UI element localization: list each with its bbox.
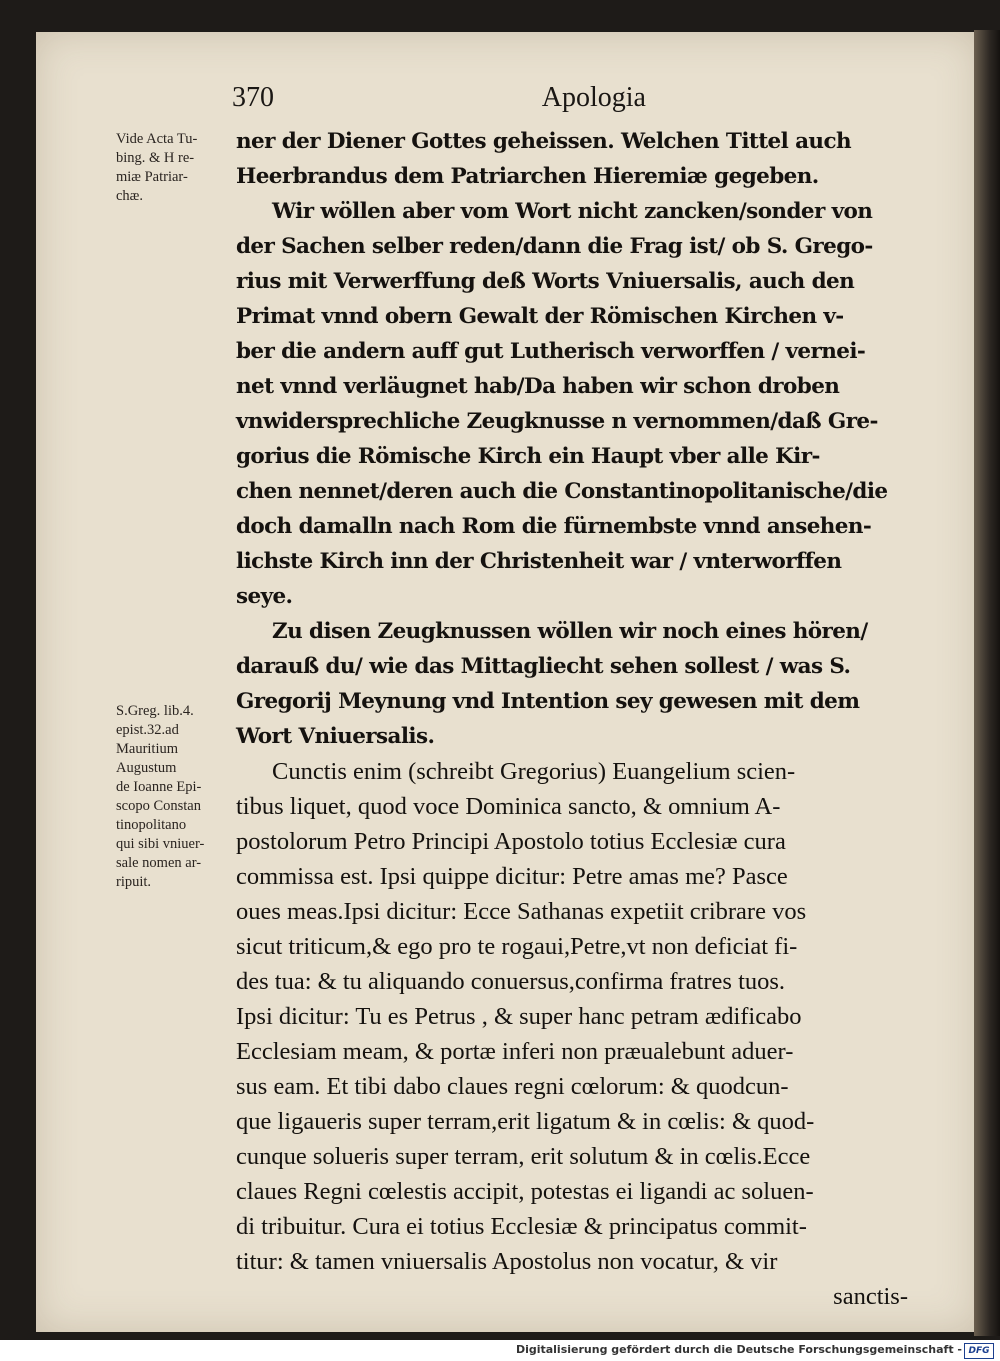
text-line: Heerbrandus dem Patriarchen Hieremiæ gegeben.	[236, 164, 819, 189]
text-line: rius mit Verwerffung deß Worts Vniuersalis, auch den	[236, 269, 855, 294]
margin-note-line: ripuit.	[116, 874, 152, 890]
text-line: tibus liquet, quod voce Dominica sancto, & omnium A-	[236, 793, 781, 820]
text-line: darauß du/ wie das Mittagliecht sehen sollest / was S.	[236, 654, 851, 679]
text-line: doch damalln nach Rom die fürnembste vnnd ansehen-	[236, 514, 872, 539]
running-title: Apologia	[541, 82, 646, 113]
margin-note-acta	[116, 130, 232, 206]
text-line: gorius die Römische Kirch ein Haupt vber alle Kir-	[236, 444, 820, 469]
text-line: chen nennet/deren auch die Constantinopolitanische/die	[236, 479, 888, 504]
text-line: que ligaueris super terram,erit ligatum & in cœlis: & quod-	[236, 1108, 815, 1135]
text-line: oues meas.Ipsi dicitur: Ecce Sathanas expetiit cribrare vos	[236, 898, 807, 925]
book-gutter	[974, 30, 1000, 1336]
text-line: Ipsi dicitur: Tu es Petrus , & super hanc petram ædificabo	[236, 1003, 802, 1030]
page-number: 370	[232, 82, 274, 113]
text-line: claues Regni cœlestis accipit, potestas ei ligandi ac soluen-	[236, 1178, 814, 1205]
text-line: sicut triticum,& ego pro te rogaui,Petre,vt non deficiat fi-	[236, 933, 798, 960]
text-line: der Sachen selber reden/dann die Frag ist/ ob S. Grego-	[236, 234, 873, 259]
margin-note-line: chæ.	[116, 188, 143, 204]
margin-note-line: epist.32.ad	[116, 722, 179, 738]
text-line: ber die andern auff gut Lutherisch verworffen / vernei-	[236, 339, 866, 364]
text-line: Ecclesiam meam, & portæ inferi non præualebunt aduer-	[236, 1038, 794, 1065]
text-line: postolorum Petro Principi Apostolo totius Ecclesiæ cura	[236, 828, 786, 855]
dfg-logo-icon[interactable]: DFG	[964, 1343, 994, 1359]
text-line: vnwidersprechliche Zeugknusse n vernommen/daß Gre-	[236, 409, 878, 434]
text-line: des tua: & tu aliquando conuersus,confirma fratres tuos.	[236, 968, 786, 995]
text-line: titur: & tamen vniuersalis Apostolus non vocatur, & vir	[236, 1248, 778, 1275]
text-line: net vnnd verläugnet hab/Da haben wir schon droben	[236, 374, 840, 399]
text-line: ner der Diener Gottes geheissen. Welchen Tittel auch	[236, 129, 851, 154]
paragraph-start-line: Wir wöllen aber vom Wort nicht zancken/sonder von	[272, 199, 873, 224]
text-line: cunque solueris super terram, erit solutum & in cœlis.Ecce	[236, 1143, 811, 1170]
margin-note-line: sale nomen ar-	[116, 855, 202, 871]
text-line: di tribuitur. Cura ei totius Ecclesiæ & principatus commit-	[236, 1213, 807, 1240]
main-text-block	[236, 124, 908, 1314]
margin-note-line: bing. & H re-	[116, 150, 195, 166]
text-line: Primat vnnd obern Gewalt der Römischen Kirchen v-	[236, 304, 844, 329]
margin-note-line: miæ Patriar-	[116, 169, 188, 185]
funding-credit: Digitalisierung gefördert durch die Deutsche Forschungsgemeinschaft -	[515, 1343, 962, 1356]
margin-note-line: scopo Constan	[116, 798, 201, 814]
margin-note-line: Vide Acta Tu-	[116, 131, 198, 147]
margin-note-line: S.Greg. lib.4.	[116, 703, 194, 719]
margin-note-gregory	[116, 702, 232, 892]
catchword-line: sanctis-	[833, 1283, 908, 1310]
text-line: Wort Vniuersalis.	[236, 724, 435, 749]
paragraph-start-line: Cunctis enim (schreibt Gregorius) Euangelium scien-	[272, 758, 796, 785]
text-line: sus eam. Et tibi dabo claues regni cœlorum: & quodcun-	[236, 1073, 789, 1100]
margin-note-line: tinopolitano	[116, 817, 187, 833]
page-header	[232, 82, 646, 122]
text-line: commissa est. Ipsi quippe dicitur: Petre amas me? Pasce	[236, 863, 788, 890]
paragraph-start-line: Zu disen Zeugknussen wöllen wir noch eines hören/	[272, 619, 868, 644]
digitization-footer	[0, 1340, 1000, 1361]
text-line: Gregorij Meynung vnd Intention sey gewesen mit dem	[236, 689, 860, 714]
margin-note-line: Augustum	[116, 760, 177, 776]
margin-note-line: qui sibi vniuer-	[116, 836, 205, 852]
text-line: seye.	[236, 584, 293, 609]
margin-note-line: de Ioanne Epi-	[116, 779, 202, 795]
text-line: lichste Kirch inn der Christenheit war / vnterworffen	[236, 549, 842, 574]
margin-note-line: Mauritium	[116, 741, 179, 757]
